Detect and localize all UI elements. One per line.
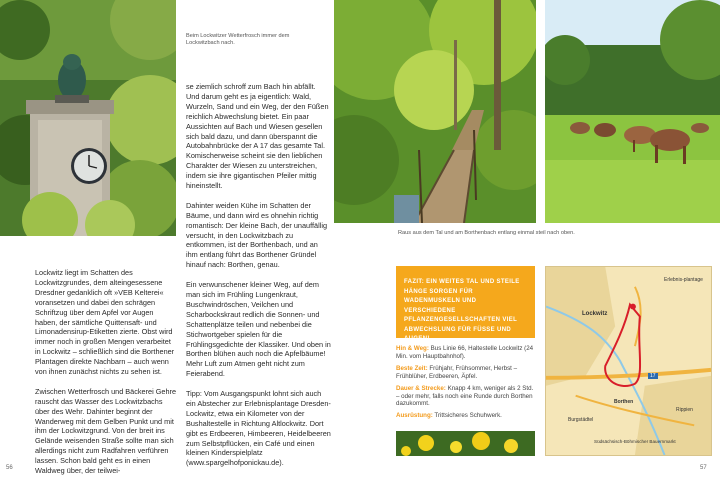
info-item-dauer-strecke [396,385,536,409]
map-label-bauernmarkt: Südsächsisch-Böhmischer Bauernmarkt [594,439,676,444]
info-item-beste-zeit [396,365,536,381]
info-text: Trittsicheres Schuhwerk. [434,412,502,420]
map-label-lockwitz: Lockwitz [582,311,608,317]
photo-borthenbach-bridge [334,0,536,223]
map-label-burgstaedtel: Burgstädtel [568,417,594,423]
info-item-ausruestung [396,412,536,420]
info-label: Hin & Weg: [396,345,429,352]
info-label: Ausrüstung: [396,412,433,420]
paragraph: Tipp: Vom Ausgangspunkt lohnt sich auch ein Abstecher zur Erlebnisplantage Dresden-Lockwitz, etwa ein Kilometer von der Bushaltestelle in Richtung Altlockwitz. Dort gibt es Erdbeeren, Himbeeren, Heidelbeeren zum Selbstpflücken, ein Café und einen kleinen Kinderspielplatz (www.spargelhofponickau.de). [186,389,331,468]
photo-cows-meadow [545,0,720,223]
info-text: Frühjahr, Frühsommer, Herbst – Frühblüher, Erdbeeren, Äpfel. [396,364,518,380]
fazit-box [396,266,535,342]
info-label: Beste Zeit: [396,364,428,372]
left-page-column-right [186,82,331,478]
left-page-column-left [35,268,177,486]
photo-wetterfrosch-clock [0,0,176,236]
paragraph: se ziemlich schroff zum Bach hin abfällt. Und darum geht es ja eigentlich: Wald, Wurzeln, Sand und ein Weg, der den Füßen reichlich Abwechslung bietet. Ein paar Aussichten auf Bach und Wiesen gesellen sich bald dazu, und dann überspannt die Autobahnbrücke der A 17 das gesamte Tal. Komischerweise scheint sie den lieblichen Charakter der Wiesen zu unterstreichen, indem sie ihre gigantischen Pfeiler mittig hineinstellt. [186,82,329,191]
paragraph: Zwischen Wetterfrosch und Bäckerei Gehre rauscht das Wasser des Lockwitzbachs über des Wehr. Dahinter beginnt der Wanderweg mit dem Gelben Punkt und mit ihm der Lockwitzgrund. Von der breit ins Gelände weisenden Straße sollte man sich allerdings nicht zum Radfahren verführen lassen. Schon bald geht es in einen Waldweg über, der teilwei- [35,386,176,476]
paragraph: Dahinter weiden Kühe im Schatten der Bäume, und dann wird es ohnehin richtig romantisch: Der kleine Bach, der unauffällig versucht, in den Lockwitzbach zu entkommen, ist der Borthenbach, und an ihm entlang führt das Borthener Gründel hinauf nach: Borthen, genau. [186,200,328,270]
left-page-number: 56 [6,465,13,471]
map-label-road-17: 17 [650,373,656,379]
map-label-rippien: Rippien [676,407,693,413]
info-block [396,345,536,424]
info-text: Bus Linie 66, Haltestelle Lockwitz (24 Min. vom Hauptbahnhof). [396,345,534,360]
right-page-number: 57 [700,465,707,471]
info-text: Knapp 4 km, weniger als 2 Std. – oder mehr, falls noch eine Runde durch Borthen dazukommt. [396,384,534,408]
route-map [545,266,712,456]
info-label: Dauer & Strecke: [396,384,446,392]
paragraph: Ein verwunschener kleiner Weg, auf dem man sich im Frühling Lungenkraut, Buschwindröschen, Veilchen und Scharbockskraut redlich die Sonnen- und Schattenplätze teilen und nebenbei die Stichwortgeber spielen für die Frühlingsgedichte der Klassiker. Und oben in Borthen blühen auch noch die Apfelbäume! Mehr Luft zum Atmen geht nicht zum Feierabend. [186,280,331,379]
right-photo-caption: Raus aus dem Tal und am Borthenbach entlang einmal steil nach oben. [398,230,575,236]
info-item-hin-weg [396,345,536,361]
fazit-text: FAZIT: EIN WEITES TAL UND STEILE HÄNGE SORGEN FÜR WADENMUSKELN UND VERSCHIEDENE PFLANZENGESELLSCHAFTEN VIEL ABWECHSLUNG FÜR FÜSSE UND AUGEN! [404,279,520,342]
paragraph: Lockwitz liegt im Schatten des Lockwitzgrundes, dem alteingesessene Dresdner gedanklich oft »VEB Kelterei« voransetzen und dabei den schrägen Schriftzug über dem Apfel vor Augen haben, der sämtliche Quittensaft- und Limonadensirup-Etiketten zierte. Obst wird immer noch in großen Mengen verarbeitet in Lockwitz – schließlich sind die Borthener Plantagen direkte Nachbarn – auch wenn von ihnen zunächst nichts zu sehen ist. [35,268,175,377]
photo-yellow-flowers [396,431,535,456]
map-label-erlebnisplantage: Erlebnis-plantage [664,277,703,283]
left-photo-caption: Beim Lockwitzer Wetterfrosch immer dem Lockwitzbach nach. [186,33,290,47]
map-label-borthen: Borthen [614,399,634,405]
